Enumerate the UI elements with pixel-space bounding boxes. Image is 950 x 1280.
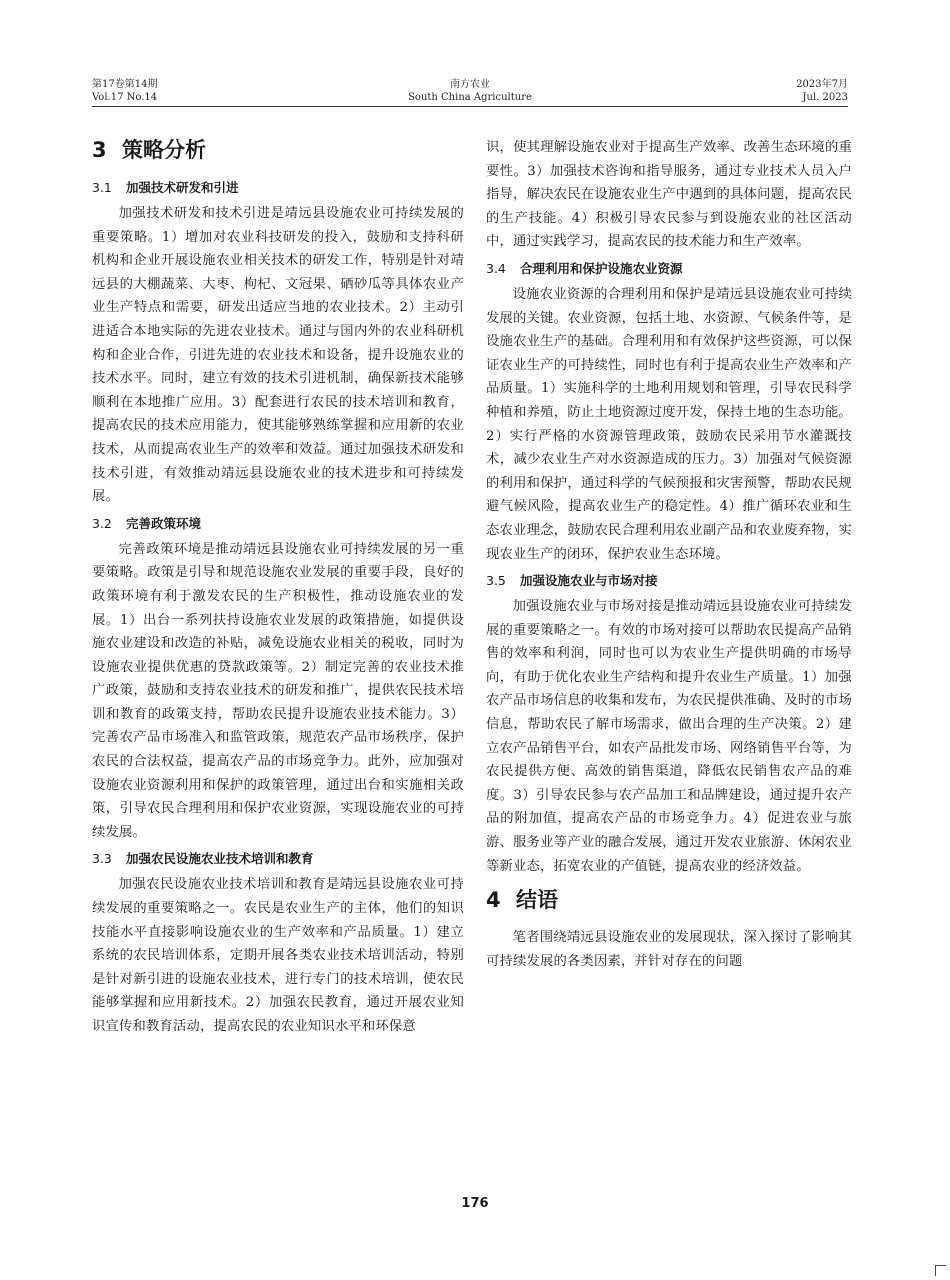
subsection-3-4-heading <box>486 257 852 280</box>
subsection-3-1-number: 3.1 <box>92 180 112 195</box>
subsection-3-2-number: 3.2 <box>92 515 112 531</box>
subsection-3-2-paragraph: 完善政策环境是推动靖远县设施农业可持续发展的另一重要策略。政策是引导和规范设施农业发展的重要手段，良好的政策环境有利于激发农民的生产积极性，推动设施农业的发展。1）出台一系列扶持设施农业发展的政策措施，如提供设施农业建设和改造的补贴，减免设施农业相关的税收，同时为设施农业提供优惠的贷款政策等。2）制定完善的农业技术推广政策，鼓励和支持农业技术的研发和推广，提供农民技术培训和教育的政策支持，帮助农民提升设施农业技术能力。3）完善农产品市场准入和监管政策，规范农产品市场秩序，保护农民的合法权益，提高农产品的市场竞争力。此外，应加强对设施农业资源利用和保护的政策管理，通过出台和实施相关政策，引导农民合理利用和保护农业资源，实现设施农业的可持续发展。 <box>92 541 464 840</box>
subsection-3-1-title: 加强技术研发和引进 <box>126 180 239 195</box>
section-3-heading <box>92 136 464 164</box>
running-header <box>92 76 848 107</box>
subsection-3-4-paragraph: 设施农业资源的合理利用和保护是靖远县设施农业可持续发展的关键。农业资源，包括土地、水资源、气候条件等，是设施农业生产的基础。合理利用和有效保护这些资源，可以保证农业生产的可持续性，同时也有利于提高农业生产效率和产品质量。1）实施科学的土地利用规划和管理，引导农民科学种植和养殖，防止土地资源过度开发，保持土地的生态功能。2）实行严格的水资源管理政策，鼓励农民采用节水灌溉技术，减少农业生产对水资源造成的压力。3）加强对气候资源的利用和保护，通过科学的气候预报和灾害预警，帮助农民规避气候风险，提高农业生产的稳定性。4）推广循环农业和生态农业理念，鼓励农民合理利用农业副产品和农业废弃物，实现农业生产的闭环，保护农业生态环境。 <box>486 286 852 562</box>
header-journal-cn: 南方农业 <box>450 79 490 90</box>
crop-mark <box>935 1265 946 1276</box>
subsection-3-3-paragraph-part1: 加强农民设施农业技术培训和教育是靖远县设施农业可持续发展的重要策略之一。农民是农业生产的主体，他们的知识技能水平直接影响设施农业的生产效率和产品质量。1）建立系统的农民培训体系，定期开展各类农业技术培训活动，特别是针对新引进的设施农业技术，进行专门的技术培训，使农民能够掌握和应用新技术。2）加强农民教育，通过开展农业知识宣传和教育活动，提高农民的农业知识水平和环保意 <box>92 877 464 1034</box>
section-3-number: 3 <box>92 138 107 162</box>
header-volume-cn: 第17卷第14期 <box>92 79 158 90</box>
section-4-paragraph: 笔者围绕靖远县设施农业的发展现状，深入探讨了影响其可持续发展的各类因素，并针对存在的问题 <box>486 930 852 969</box>
subsection-3-5-number: 3.5 <box>486 573 506 589</box>
subsection-3-3-title: 加强农民设施农业技术培训和教育 <box>126 851 314 867</box>
page-number: 176 <box>461 1196 489 1211</box>
section-4-title: 结语 <box>516 888 558 913</box>
subsection-3-5-heading <box>486 569 852 592</box>
subsection-3-1-paragraph: 加强技术研发和技术引进是靖远县设施农业可持续发展的重要策略。1）增加对农业科技研发的投入，鼓励和支持科研机构和企业开展设施农业相关技术的研发工作，特别是针对靖远县的大棚蔬菜、大枣、枸杞、文冠果、硒砂瓜等具体农业产业生产特点和需要，研发出适应当地的农业技术。2）主动引进适合本地实际的先进农业技术。通过与国内外的农业科研机构和企业合作，引进先进的农业技术和设备，提升设施农业的技术水平。同时，建立有效的技术引进机制，确保新技术能够顺利在本地推广应用。3）配套进行农民的技术培训和教育，提高农民的技术应用能力，使其能够熟练掌握和应用新的农业技术，从而提高农业生产的效率和效益。通过加强技术研发和技术引进，有效推动靖远县设施农业的技术进步和可持续发展。 <box>92 206 464 505</box>
subsection-3-1-heading <box>92 176 464 199</box>
subsection-3-3-number: 3.3 <box>92 851 112 867</box>
section-4-number: 4 <box>486 888 501 913</box>
header-date-cn: 2023年7月 <box>796 79 848 90</box>
section-3-title: 策略分析 <box>122 138 206 162</box>
left-column <box>92 128 464 1039</box>
section-4-heading <box>486 886 852 914</box>
header-date-en: Jul. 2023 <box>802 92 848 103</box>
subsection-3-5-paragraph: 加强设施农业与市场对接是推动靖远县设施农业可持续发展的重要策略之一。有效的市场对接可以帮助农民提高产品销售的效率和利润，同时也可以为农业生产提供明确的市场导向，有助于优化农业生产结构和提升农业生产质量。1）加强农产品市场信息的收集和发布，为农民提供准确、及时的市场信息，帮助农民了解市场需求，做出合理的生产决策。2）建立农产品销售平台，如农产品批发市场、网络销售平台等，为农民提供方便、高效的销售渠道，降低农民销售农产品的难度。3）引导农民参与农产品加工和品牌建设，通过提升农产品的附加值，提高农产品的市场竞争力。4）促进农业与旅游、服务业等产业的融合发展，通过开发农业旅游、休闲农业等新业态，拓宽农业的产值链，提高农业的经济效益。 <box>486 599 852 874</box>
subsection-3-2-title: 完善政策环境 <box>126 515 202 531</box>
header-date <box>796 78 848 104</box>
subsection-3-5-title: 加强设施农业与市场对接 <box>520 573 658 589</box>
subsection-3-3-heading <box>92 847 464 870</box>
header-journal-en: South China Agriculture <box>408 92 532 103</box>
header-journal <box>92 78 848 104</box>
subsection-3-3-paragraph-part2: 识，使其理解设施农业对于提高生产效率、改善生态环境的重要性。3）加强技术咨询和指导服务，通过专业技术人员入户指导，解决农民在设施农业生产中遇到的具体问题，提高农民的生产技能。4）积极引导农民参与到设施农业的社区活动中，通过实践学习，提高农民的技术能力和生产效率。 <box>486 140 852 250</box>
header-volume-en: Vol.17 No.14 <box>92 92 158 103</box>
subsection-3-4-number: 3.4 <box>486 260 506 276</box>
subsection-3-4-title: 合理利用和保护设施农业资源 <box>520 260 683 276</box>
right-column <box>486 128 852 973</box>
subsection-3-2-heading <box>92 512 464 535</box>
